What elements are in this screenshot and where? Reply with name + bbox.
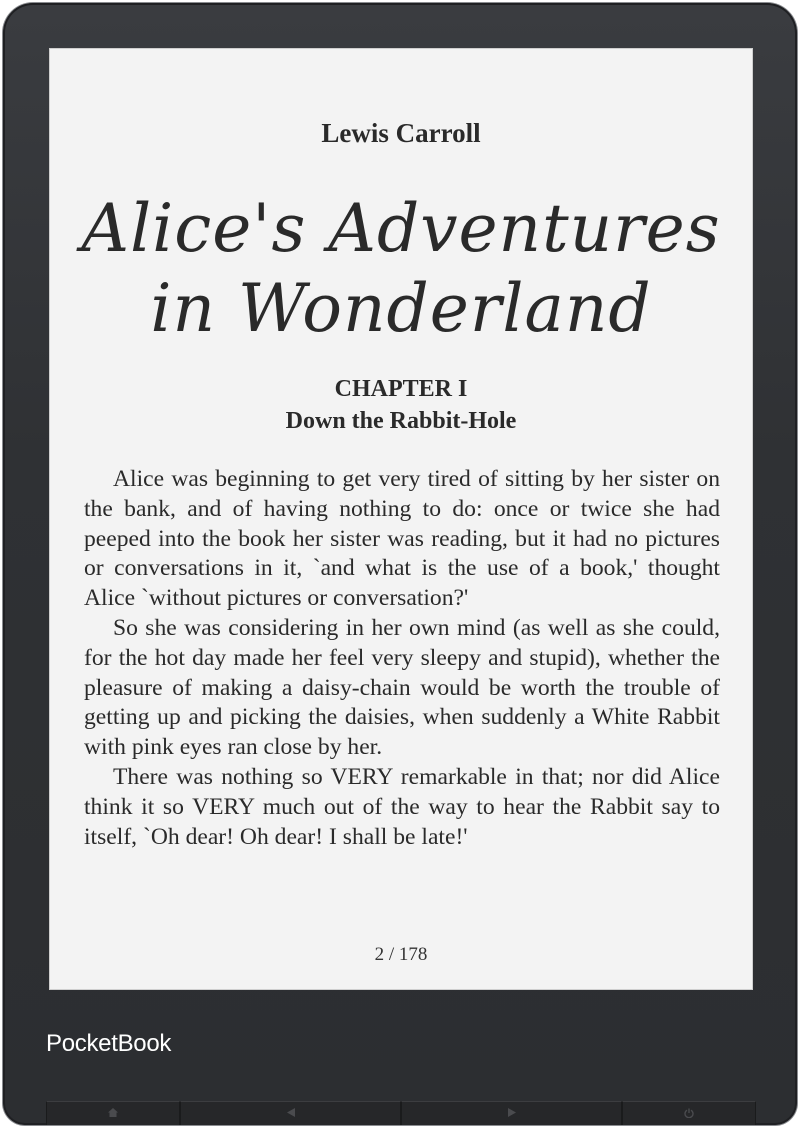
ereader-device — [3, 3, 797, 1125]
paragraph: Alice was beginning to get very tired of sitting by her sister on the bank, and of having nothing to do: once or twice she had peeped into the book her sister was reading, but it had no pictures or conversations in it, `and what is the use of a book,' thought Alice `without pictures or conversation?' — [84, 466, 720, 612]
book-author: Lewis Carroll — [321, 118, 481, 148]
paragraph: There was nothing so VERY remarkable in that; nor did Alice think it so VERY much out of the way to hear the Rabbit say to itself, `Oh dear! Oh dear! I shall be late!' — [84, 763, 720, 850]
book-title-line-1: Alice's Adventures — [81, 190, 721, 267]
book-text — [84, 465, 720, 852]
reading-screen[interactable] — [49, 48, 753, 990]
arrow-left-icon — [287, 1108, 295, 1120]
arrow-right-icon — [508, 1108, 516, 1120]
page-indicator: 2 / 178 — [374, 944, 428, 965]
power-icon — [684, 1108, 694, 1121]
home-button[interactable] — [46, 1101, 180, 1125]
page-forward-button[interactable] — [401, 1101, 622, 1125]
paragraph: So she was considering in her own mind (as well as she could, for the hot day made her feel very sleepy and stupid), whether the pleasure of making a daisy-chain would be worth the trouble of getting up and picking the daisies, when suddenly a White Rabbit with pink eyes ran close by her. — [84, 614, 720, 761]
home-icon — [108, 1108, 118, 1120]
chapter-title: Down the Rabbit-Hole — [285, 408, 517, 434]
page-back-button[interactable] — [180, 1101, 401, 1125]
brand-logo: PocketBook — [46, 1030, 172, 1057]
chapter-number: CHAPTER I — [334, 376, 468, 402]
book-title-line-2: in Wonderland — [150, 270, 652, 347]
hardware-button-bar — [46, 1101, 756, 1125]
power-button[interactable] — [622, 1101, 756, 1125]
